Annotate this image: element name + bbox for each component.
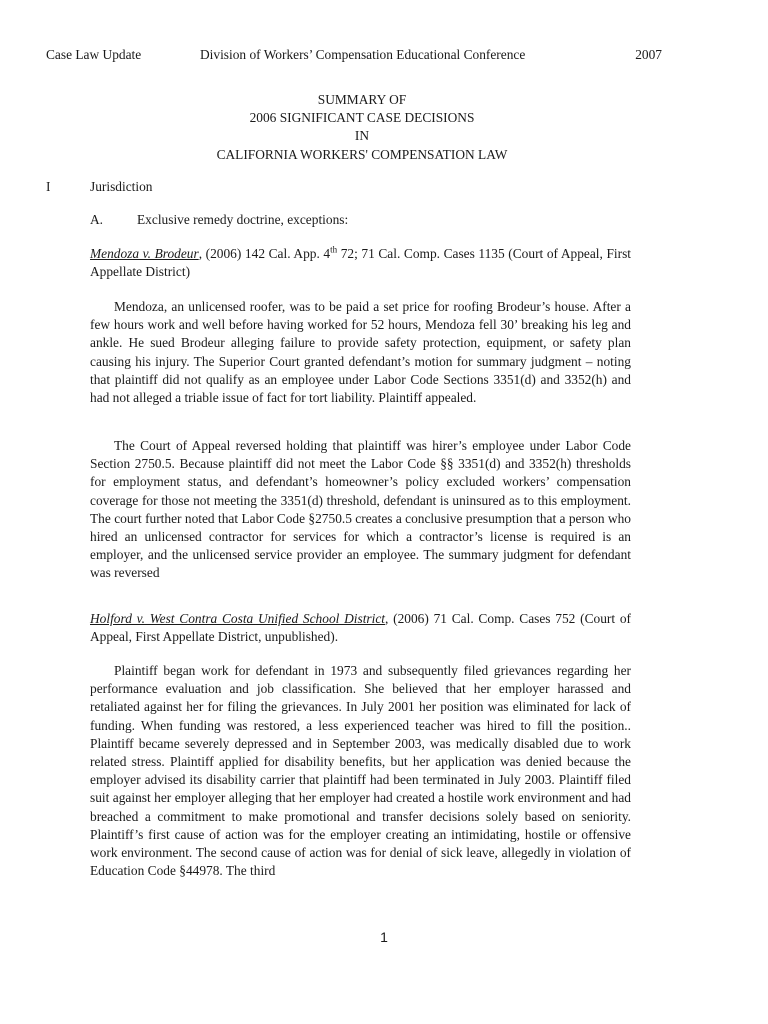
holford-facts-paragraph: Plaintiff began work for defendant in 1973 and subsequently filed grievances regarding her performance evaluation and job classification. She believed that her employer harassed and retaliated against her for filing the grievances. In July 2001 her position was eliminated for lack of funding. When funding was restored, a less experienced teacher was hired to fill the position.. Plaintiff became severely depressed and in September 2003, was medically disabled due to work related stress. Plaintiff applied for disability benefits, but her application was denied because the employer advised its disability carrier that plaintiff had been terminated in July 2003. Plaintiff filed suit against her employer alleging that her employer had created a hostile work environment and had breached a commitment to make promotional and transfer decisions solely based on seniority. Plaintiff’s first cause of action was for the employer creating an intimidating, hostile or offensive work environment. The second cause of action was for denial of sick leave, allegedly in violation of Education Code §44978. The third <box>90 663 631 879</box>
mendoza-holding-paragraph: The Court of Appeal reversed holding that plaintiff was hirer’s employee under Labor Code Section 2750.5. Because plaintiff did not meet the Labor Code §§ 3351(d) and 3352(h) thresholds for employment status, and defendant’s homeowner’s policy excluded workers’ compensation coverage for those not meeting the 3351(d) threshold, defendant is uninsured as to this employment. The court further noted that Labor Code §2750.5 creates a conclusive presumption that a person who hired an unlicensed contractor for services for which a contractor’s license is required is an employer, and the unlicensed service provider an employee. The summary judgment for defendant was reversed <box>90 438 631 581</box>
page-number: 1 <box>380 929 388 945</box>
mendoza-facts-paragraph: Mendoza, an unlicensed roofer, was to be paid a set price for roofing Brodeur’s house. After a few hours work and well before having worked for 52 hours, Mendoza fell 30’ breaking his leg and ankle. He sued Brodeur alleging failure to provide safety protection, equipment, or safety plan causing his injury. The Superior Court granted defendant’s motion for summary judgment – noting that plaintiff did not qualify as an employee under Labor Code Sections 3351(d) and 3352(h) and had not alleged a triable issue of fact for tort liability. Plaintiff appealed. <box>90 299 631 406</box>
header-center: Division of Workers’ Compensation Educational Conference <box>200 47 526 62</box>
citation-superscript: th <box>330 244 338 255</box>
citation-post: 72; 71 Cal. Comp. Cases 1135 (Court of Appeal, First Appellate District) <box>90 246 631 280</box>
running-header <box>46 46 662 64</box>
section-number: I <box>46 179 51 194</box>
subsection-label: A. <box>90 212 104 227</box>
case-citation-holford <box>90 610 631 646</box>
title-line-3: IN <box>354 128 370 144</box>
document-title <box>90 91 634 164</box>
section-label: Jurisdiction <box>90 179 153 194</box>
citation-pre: , (2006) 142 Cal. App. 4 <box>198 246 331 261</box>
header-year: 2007 <box>635 47 662 62</box>
case-name-holford: Holford v. West Contra Costa Unified School District <box>90 611 386 626</box>
case-name-mendoza: Mendoza v. Brodeur <box>90 246 199 261</box>
subsection-text: Exclusive remedy doctrine, exceptions: <box>137 212 349 227</box>
title-line-1: SUMMARY OF <box>317 92 407 107</box>
title-line-4: CALIFORNIA WORKERS' COMPENSATION LAW <box>216 146 508 162</box>
header-left: Case Law Update <box>46 47 142 62</box>
case-citation-mendoza <box>90 245 631 281</box>
citation-post-holford: , (2006) 71 Cal. Comp. Cases 752 (Court of Appeal, First Appellate District, unpublished). <box>90 611 631 645</box>
title-line-2: 2006 SIGNIFICANT CASE DECISIONS <box>249 110 475 126</box>
